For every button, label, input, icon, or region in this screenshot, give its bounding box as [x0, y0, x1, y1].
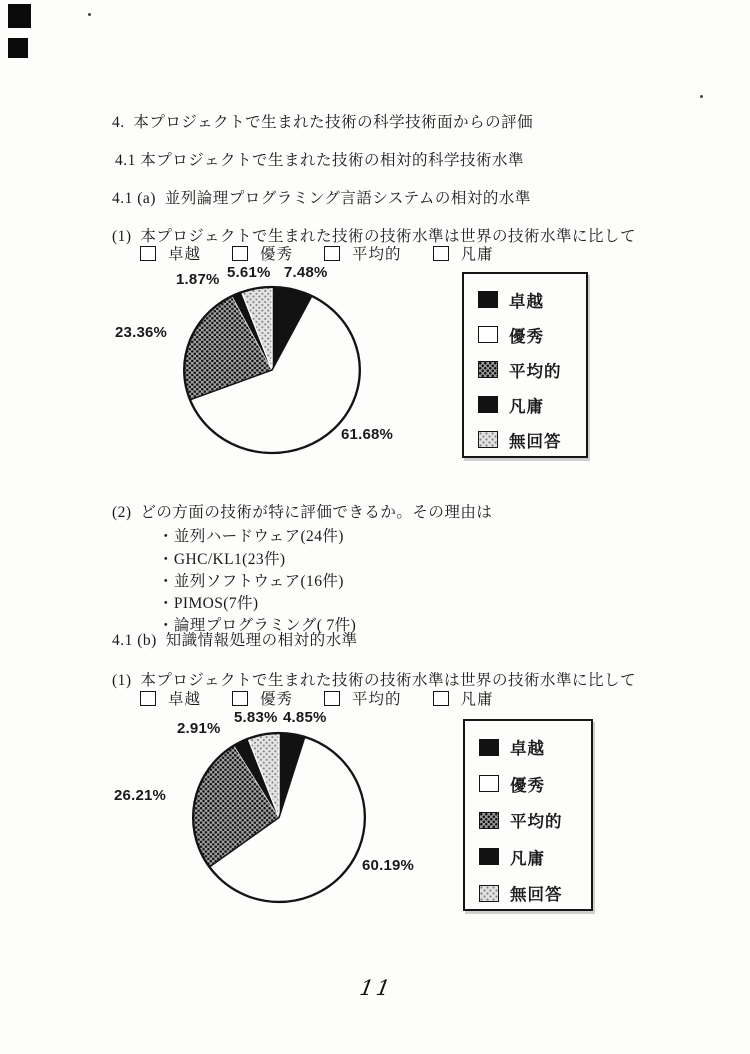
legend-swatch-dark-halftone	[478, 361, 498, 378]
list-item: ・並列ソフトウェア(16件)	[158, 573, 344, 590]
option-label: 優秀	[260, 691, 294, 708]
legend-row	[478, 422, 586, 457]
legend-label: 卓越	[509, 291, 544, 311]
option-takuetsu	[140, 242, 201, 264]
legend-row	[478, 317, 586, 352]
pie-b-percent-yushu: 60.19%	[362, 857, 415, 874]
option-yushu	[232, 687, 293, 709]
options-row-b	[140, 687, 494, 709]
pie-a-percent-yushu: 61.68%	[341, 426, 394, 443]
legend-swatch-light-halftone	[479, 885, 499, 902]
legend-label: 凡庸	[510, 848, 545, 868]
heading-section-4-1: 4.1 本プロジェクトで生まれた技術の相対的科学技術水準	[115, 152, 524, 169]
legend-label: 平均的	[510, 812, 563, 832]
legend-swatch-black	[479, 848, 499, 865]
legend-row	[479, 766, 591, 803]
pie-a-percent-bonyo: 1.87%	[176, 271, 220, 288]
legend-row	[478, 282, 586, 317]
pie-a-percent-takuetsu: 7.48%	[284, 264, 328, 281]
checkbox[interactable]	[140, 691, 156, 706]
legend-row	[479, 729, 591, 766]
option-label: 平均的	[352, 691, 402, 708]
legend-label: 優秀	[510, 775, 545, 795]
legend-swatch-white	[479, 775, 499, 792]
pie-b-percent-bonyo: 2.91%	[177, 720, 221, 737]
legend-swatch-white	[478, 326, 498, 343]
legend-row	[479, 802, 591, 839]
scan-artifact-mark	[8, 4, 31, 28]
pie-b-percent-heikinteki: 26.21%	[114, 787, 167, 804]
checkbox[interactable]	[433, 246, 449, 261]
options-row-a	[140, 242, 494, 264]
pie-b-percent-takuetsu: 4.85%	[283, 709, 327, 726]
option-bonyo	[433, 687, 494, 709]
option-heikinteki	[324, 242, 402, 264]
heading-section-4-1b: 4.1 (b) 知識情報処理の相対的水準	[112, 632, 358, 649]
page-number: 11	[357, 976, 395, 1000]
option-label: 凡庸	[460, 691, 494, 708]
checkbox[interactable]	[140, 246, 156, 261]
scan-artifact-mark	[8, 38, 28, 58]
option-label: 卓越	[168, 691, 202, 708]
heading-section-4-1a: 4.1 (a) 並列論理プログラミング言語システムの相対的水準	[112, 190, 531, 207]
option-bonyo	[433, 242, 494, 264]
question-a2: (2) どの方面の技術が特に評価できるか。その理由は	[112, 504, 493, 521]
option-label: 平均的	[352, 246, 402, 263]
legend-swatch-dark-halftone	[479, 812, 499, 829]
list-item: ・PIMOS(7件)	[158, 595, 259, 612]
legend-chart-a	[462, 272, 588, 458]
pie-chart-knowledge-processing	[190, 730, 368, 905]
heading-section-4: 4. 本プロジェクトで生まれた技術の科学技術面からの評価	[112, 114, 534, 131]
legend-label: 卓越	[510, 739, 545, 759]
legend-chart-b	[463, 719, 593, 911]
legend-swatch-light-halftone	[478, 431, 498, 448]
pie-a-percent-heikinteki: 23.36%	[115, 324, 168, 341]
option-yushu	[232, 242, 293, 264]
question-b1: (1) 本プロジェクトで生まれた技術の技術水準は世界の技術水準に比して	[112, 672, 637, 689]
question-a1: (1) 本プロジェクトで生まれた技術の技術水準は世界の技術水準に比して	[112, 228, 637, 245]
legend-row	[478, 352, 586, 387]
pie-b-percent-mukaito: 5.83%	[234, 709, 278, 726]
checkbox[interactable]	[232, 691, 248, 706]
checkbox[interactable]	[324, 691, 340, 706]
scan-speck	[88, 13, 91, 16]
checkbox[interactable]	[324, 246, 340, 261]
legend-row	[479, 839, 591, 876]
legend-row	[478, 387, 586, 422]
legend-label: 優秀	[509, 326, 544, 346]
legend-label: 凡庸	[509, 396, 544, 416]
list-item: ・GHC/KL1(23件)	[158, 551, 286, 568]
option-takuetsu	[140, 687, 201, 709]
legend-swatch-black	[478, 291, 498, 308]
option-label: 凡庸	[460, 246, 494, 263]
scan-speck	[700, 95, 703, 98]
legend-label: 平均的	[509, 361, 562, 381]
legend-label: 無回答	[510, 885, 563, 905]
option-heikinteki	[324, 687, 402, 709]
list-item: ・論理プログラミング( 7件)	[158, 617, 357, 634]
option-label: 優秀	[260, 246, 294, 263]
checkbox[interactable]	[433, 691, 449, 706]
checkbox[interactable]	[232, 246, 248, 261]
option-label: 卓越	[168, 246, 202, 263]
legend-swatch-black	[479, 739, 499, 756]
pie-a-percent-mukaito: 5.61%	[227, 264, 271, 281]
list-item: ・並列ハードウェア(24件)	[158, 528, 344, 545]
legend-swatch-black	[478, 396, 498, 413]
pie-chart-language-systems	[181, 284, 363, 456]
legend-label: 無回答	[509, 431, 562, 451]
legend-row	[479, 875, 591, 912]
